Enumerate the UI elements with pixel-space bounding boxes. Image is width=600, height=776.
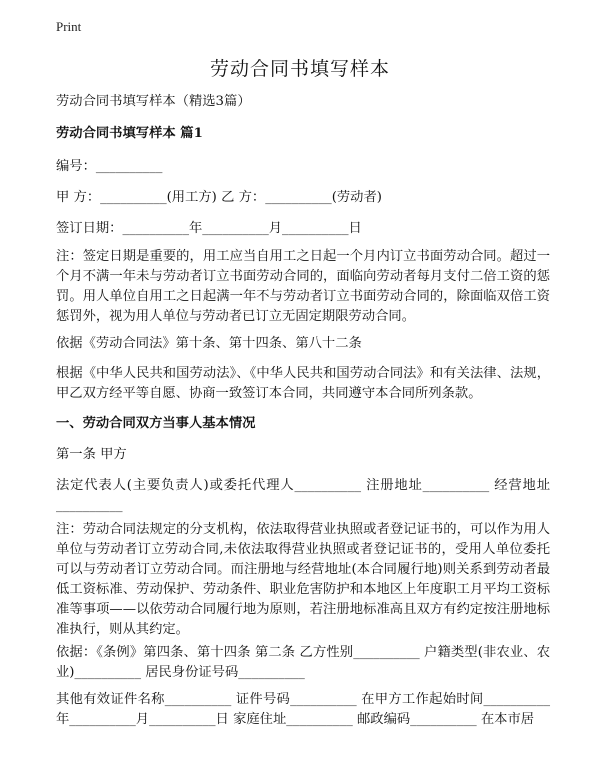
parties-line: 甲 方：__________(用工方) 乙 方：__________(劳动者) <box>56 190 382 205</box>
branch-note-paragraph: 注：劳动合同法规定的分支机构，依法取得营业执照或者登记证书的，可以作为用人单位与劳动者订立劳动合同,未依法取得营业执照或者登记证书的，受用人单位委托可以与劳动者订立劳动合同。而注册地与经营地址(本合同履行地)则关系到劳动者最低工资标准、劳动保护、劳动条件、职业危害防护和本地区上年度职工月平均工资标准等事项——以依劳动合同履行地为原则，若注册地标准高且双方有约定按注册地标准执行，则从其约定。 <box>56 522 550 637</box>
article-one-line: 第一条 甲方 <box>56 447 127 462</box>
sign-date-line: 签订日期：__________年__________月__________日 <box>56 221 362 236</box>
other-id-paragraph: 其他有效证件名称__________ 证件号码__________ 在甲方工作起始时间__________年__________月__________日 家庭住址__________ 邮政编码__________ 在本市居 <box>56 692 550 727</box>
legal-representative-paragraph: 法定代表人(主要负责人)或委托代理人__________ 注册地址__________ 经营地址__________ <box>56 478 550 513</box>
document-subtitle: 劳动合同书填写样本（精选3篇） <box>56 94 251 109</box>
chapter-heading: 一、劳动合同双方当事人基本情况 <box>56 416 256 431</box>
legal-basis-paragraph: 根据《中华人民共和国劳动法》、《中华人民共和国劳动合同法》和有关法律、法规，甲乙双方经平等自愿、协商一致签订本合同，共同遵守本合同所列条款。 <box>56 366 550 401</box>
legal-basis-line: 依据《劳动合同法》第十条、第十四条、第八十二条 <box>56 336 362 351</box>
print-link[interactable]: Print <box>56 19 82 34</box>
party-b-basis-paragraph: 依据：《条例》第四条、第十四条 第二条 乙方性别__________ 户籍类型(非农业、农业)__________ 居民身份证号码__________ <box>56 645 550 680</box>
section-heading: 劳动合同书填写样本 篇1 <box>56 126 203 141</box>
document-title: 劳动合同书填写样本 <box>209 58 390 80</box>
contract-number-line: 编号：__________ <box>56 159 163 174</box>
sign-date-note: 注：签定日期是重要的，用工应当自用工之日起一个月内订立书面劳动合同。超过一个月不满一年未与劳动者订立书面劳动合同的，面临向劳动者每月支付二倍工资的惩罚。用人单位自用工之日起满一年不与劳动者订立书面劳动合同的，除面临双倍工资惩罚外，视为用人单位与劳动者已订立无固定期限劳动合同。 <box>56 249 550 324</box>
